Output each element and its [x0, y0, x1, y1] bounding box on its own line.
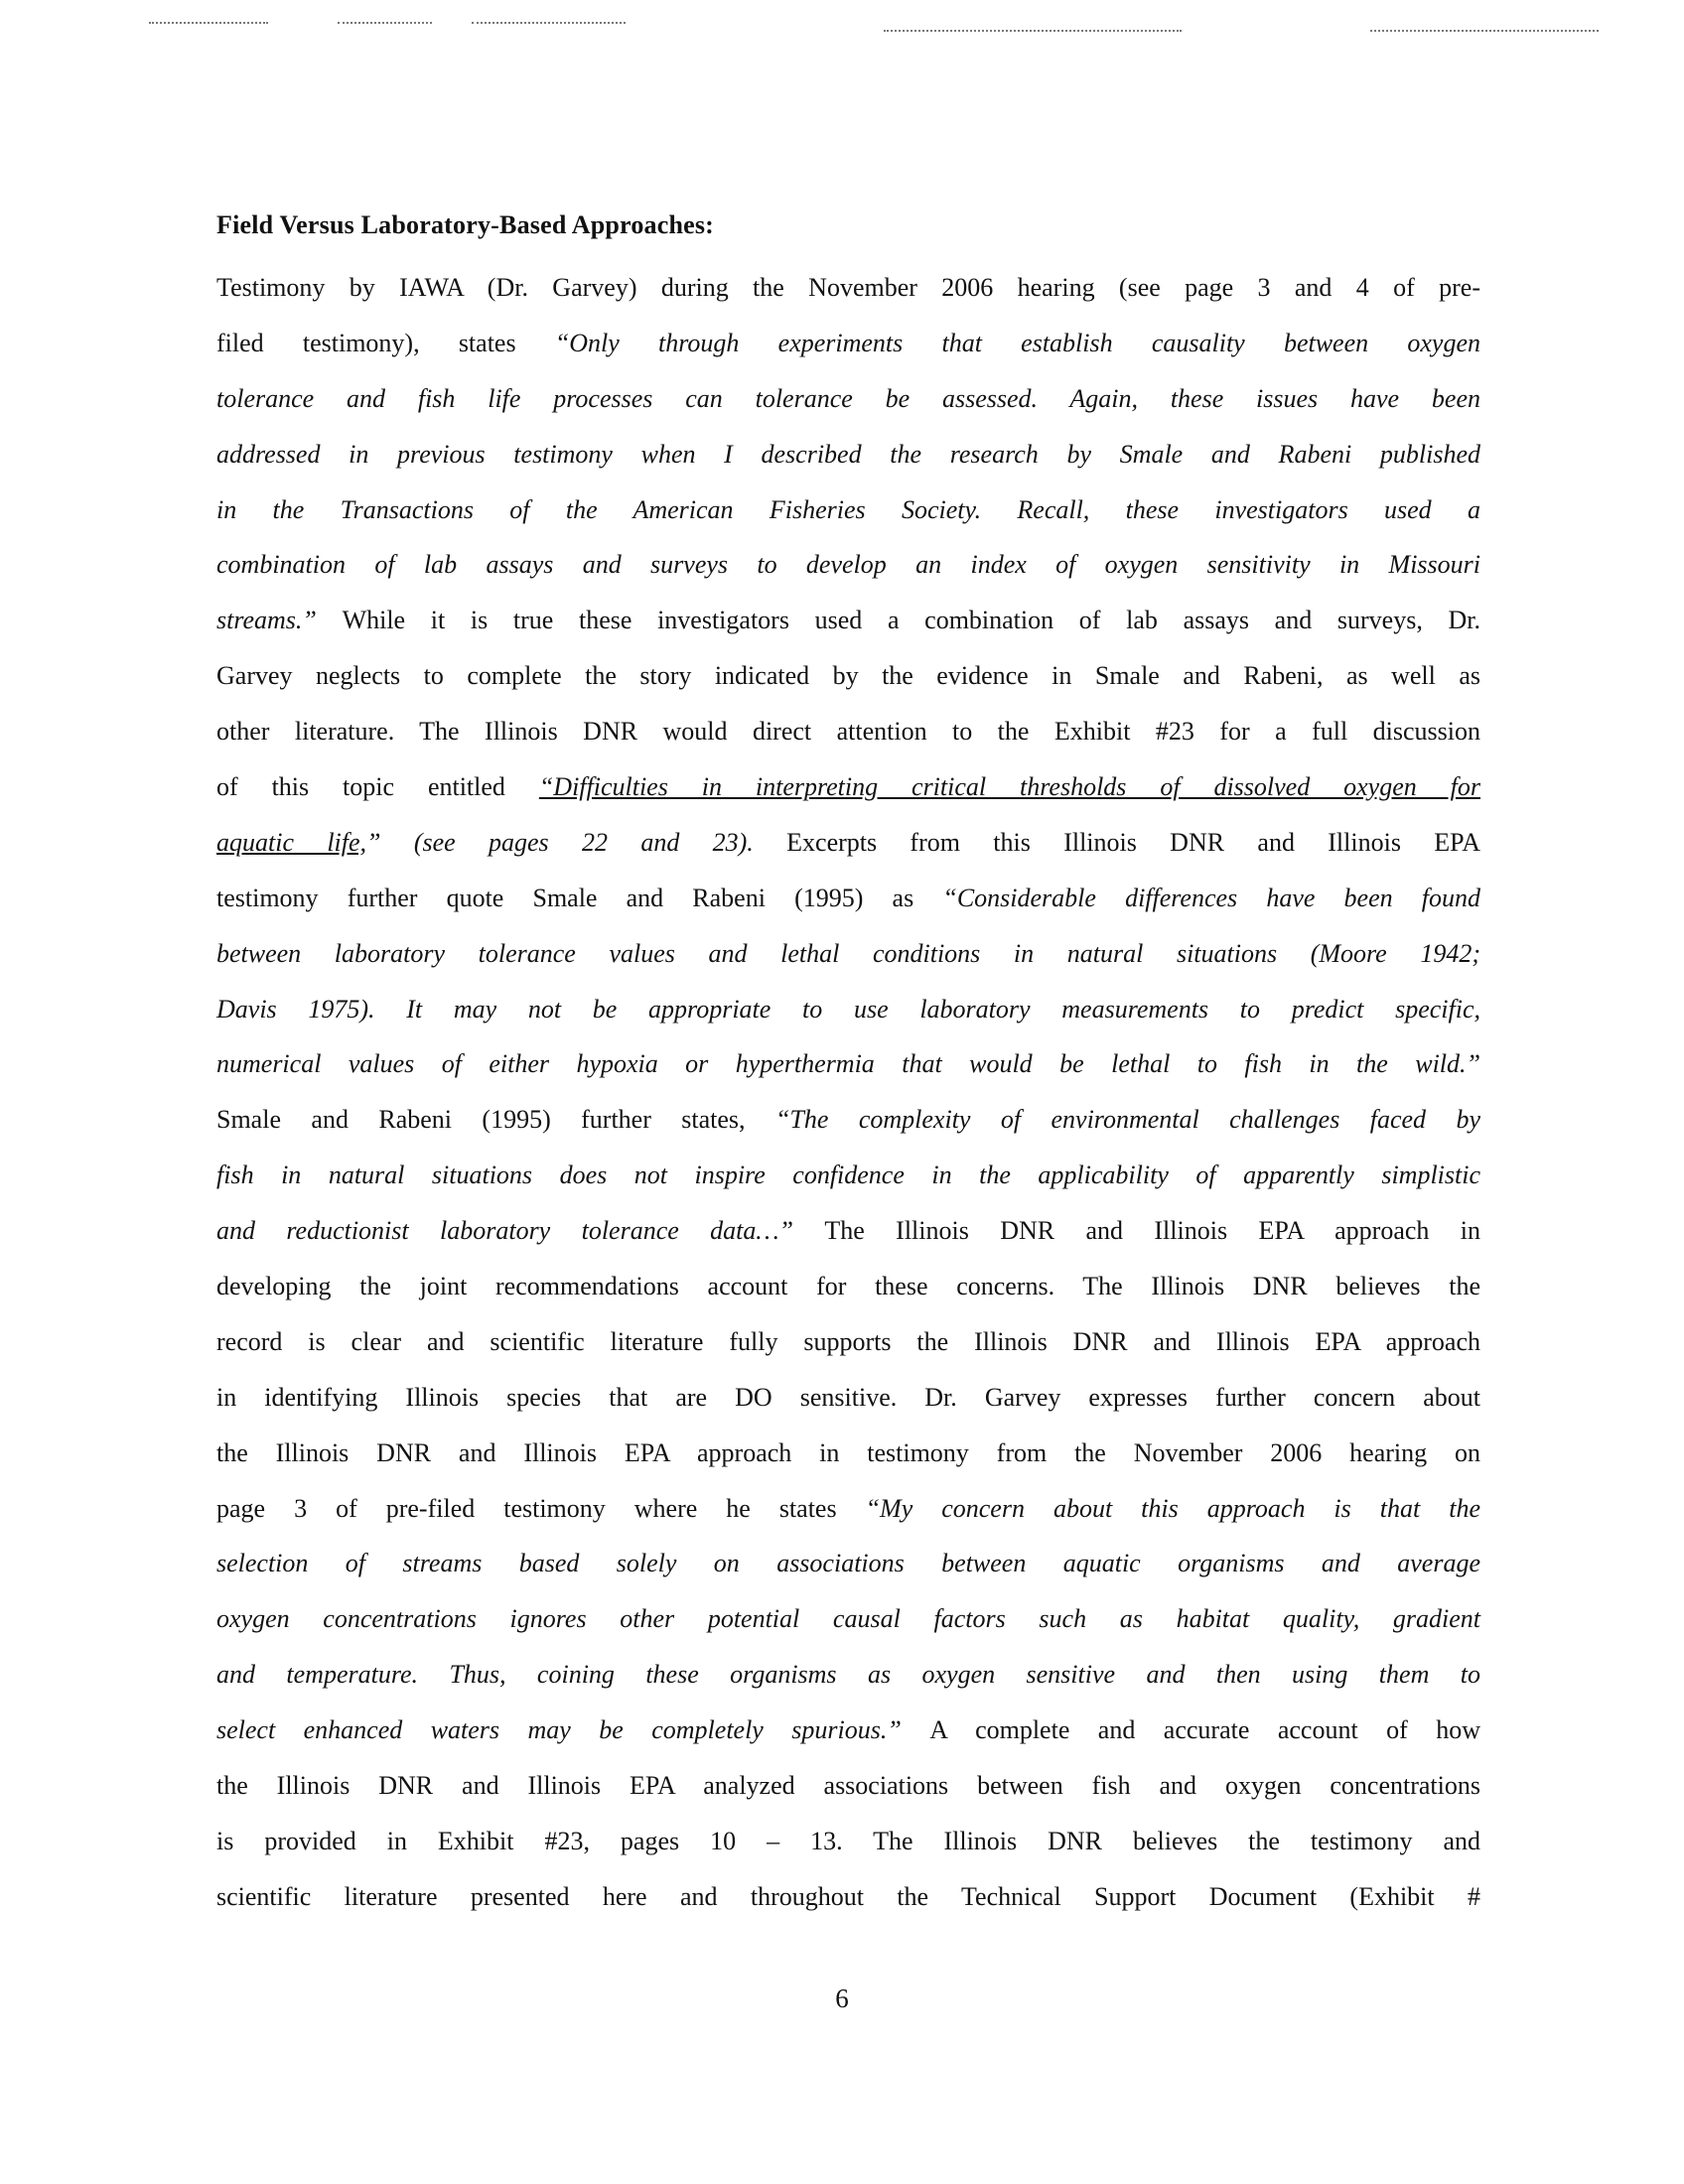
quoted-text: addressed in previous testimony when I described the research by Smale and Rabeni published — [216, 439, 1480, 469]
text-line — [216, 926, 1480, 982]
text-segment: developing the joint recommendations account for these concerns. The Illinois DNR believes the — [216, 1272, 1480, 1301]
text-line — [216, 1814, 1480, 1869]
fax-header-mark — [884, 30, 1182, 36]
text-line — [216, 1536, 1480, 1591]
text-line — [216, 1591, 1480, 1647]
fax-header-mark — [338, 22, 432, 28]
quoted-text: oxygen concentrations ignores other potential causal factors such as habitat quality, gradient — [216, 1604, 1480, 1634]
text-line — [216, 1426, 1480, 1481]
fax-header-mark — [1370, 30, 1599, 36]
text-line — [216, 815, 1480, 871]
text-line — [216, 871, 1480, 926]
text-line — [216, 1647, 1480, 1703]
text-line — [216, 482, 1480, 538]
text-line — [216, 371, 1480, 427]
text-segment: Testimony by IAWA (Dr. Garvey) during the November 2006 hearing (see page 3 and 4 of pre- — [216, 273, 1480, 302]
text-segment: filed testimony), states — [216, 328, 555, 357]
text-segment: the Illinois DNR and Illinois EPA approach in testimony from the November 2006 hearing on — [216, 1437, 1480, 1467]
quoted-text: streams.” — [216, 606, 343, 635]
quoted-text: tolerance and fish life processes can tolerance be assessed. Again, these issues have been — [216, 383, 1480, 413]
page-number: 6 — [835, 1983, 849, 2013]
text-line — [216, 1703, 1480, 1758]
text-line — [216, 704, 1480, 759]
text-line — [216, 1481, 1480, 1537]
text-segment: record is clear and scientific literature fully supports the Illinois DNR and Illinois EPA approach — [216, 1326, 1480, 1356]
underlined-title: aquatic life, — [216, 827, 367, 857]
text-segment: is provided in Exhibit #23, pages 10 – 13. The Illinois DNR believes the testimony and — [216, 1826, 1480, 1855]
quoted-text: numerical values of either hypoxia or hyperthermia that would be lethal to fish in the wild.” — [216, 1049, 1480, 1079]
quoted-text: and reductionist laboratory tolerance data…” — [216, 1216, 825, 1246]
fax-header-mark — [149, 22, 268, 28]
text-segment: Excerpts from this Illinois DNR and Illinois EPA — [786, 827, 1481, 857]
text-segment: A complete and accurate account of how — [929, 1715, 1480, 1745]
text-segment: of this topic entitled — [216, 772, 539, 802]
text-line — [216, 648, 1480, 704]
text-line — [216, 1092, 1480, 1148]
text-line — [216, 316, 1480, 371]
fax-header-mark — [472, 22, 626, 28]
text-line — [216, 1259, 1480, 1314]
text-line — [216, 1148, 1480, 1203]
text-segment: other literature. The Illinois DNR would direct attention to the Exhibit #23 for a full discussion — [216, 717, 1480, 747]
text-segment: Garvey neglects to complete the story indicated by the evidence in Smale and Rabeni, as well as — [216, 661, 1480, 691]
text-segment: While it is true these investigators used a combination of lab assays and surveys, Dr. — [342, 606, 1480, 635]
text-line — [216, 759, 1480, 815]
underlined-title: “Difficulties in interpreting critical thresholds of dissolved oxygen for — [538, 772, 1480, 802]
text-line — [216, 1869, 1480, 1925]
text-segment: in identifying Illinois species that are DO sensitive. Dr. Garvey expresses further concern about — [216, 1382, 1480, 1412]
quoted-text: fish in natural situations does not inspire confidence in the applicability of apparently simplistic — [216, 1160, 1480, 1190]
text-segment: scientific literature presented here and throughout the Technical Support Document (Exhibit # — [216, 1881, 1480, 1911]
quoted-text: “The complexity of environmental challenges faced by — [774, 1105, 1480, 1135]
text-segment: The Illinois DNR and Illinois EPA approach in — [824, 1216, 1480, 1246]
quoted-text: and temperature. Thus, coining these organisms as oxygen sensitive and then using them to — [216, 1660, 1480, 1690]
quoted-text: Davis 1975). It may not be appropriate to use laboratory measurements to predict specific, — [216, 994, 1480, 1024]
text-segment: testimony further quote Smale and Rabeni (1995) as — [216, 883, 943, 912]
text-line — [216, 537, 1480, 593]
quoted-text: selection of streams based solely on associations between aquatic organisms and average — [216, 1549, 1480, 1578]
section-heading: Field Versus Laboratory-Based Approaches: — [216, 210, 715, 239]
text-line — [216, 1203, 1480, 1259]
text-line — [216, 427, 1480, 482]
text-line — [216, 982, 1480, 1037]
quoted-text: select enhanced waters may be completely spurious.” — [216, 1715, 930, 1745]
text-segment: Smale and Rabeni (1995) further states, — [216, 1105, 775, 1135]
text-line — [216, 1314, 1480, 1370]
text-line — [216, 260, 1480, 316]
text-segment: page 3 of pre-filed testimony where he states — [216, 1493, 866, 1523]
quoted-text: ” (see pages 22 and 23). — [366, 827, 787, 857]
text-line — [216, 1036, 1480, 1092]
quoted-text: “My concern about this approach is that the — [865, 1493, 1480, 1523]
text-line — [216, 1758, 1480, 1814]
quoted-text: “Considerable differences have been found — [942, 883, 1480, 912]
text-line — [216, 593, 1480, 648]
quoted-text: between laboratory tolerance values and lethal conditions in natural situations (Moore 1942; — [216, 938, 1480, 968]
quoted-text: “Only through experiments that establish causality between oxygen — [554, 328, 1480, 357]
text-line — [216, 1370, 1480, 1426]
text-segment: the Illinois DNR and Illinois EPA analyzed associations between fish and oxygen concentrations — [216, 1771, 1480, 1801]
quoted-text: in the Transactions of the American Fisheries Society. Recall, these investigators used a — [216, 494, 1480, 524]
quoted-text: combination of lab assays and surveys to develop an index of oxygen sensitivity in Missouri — [216, 550, 1480, 580]
body-text — [216, 260, 1480, 1925]
